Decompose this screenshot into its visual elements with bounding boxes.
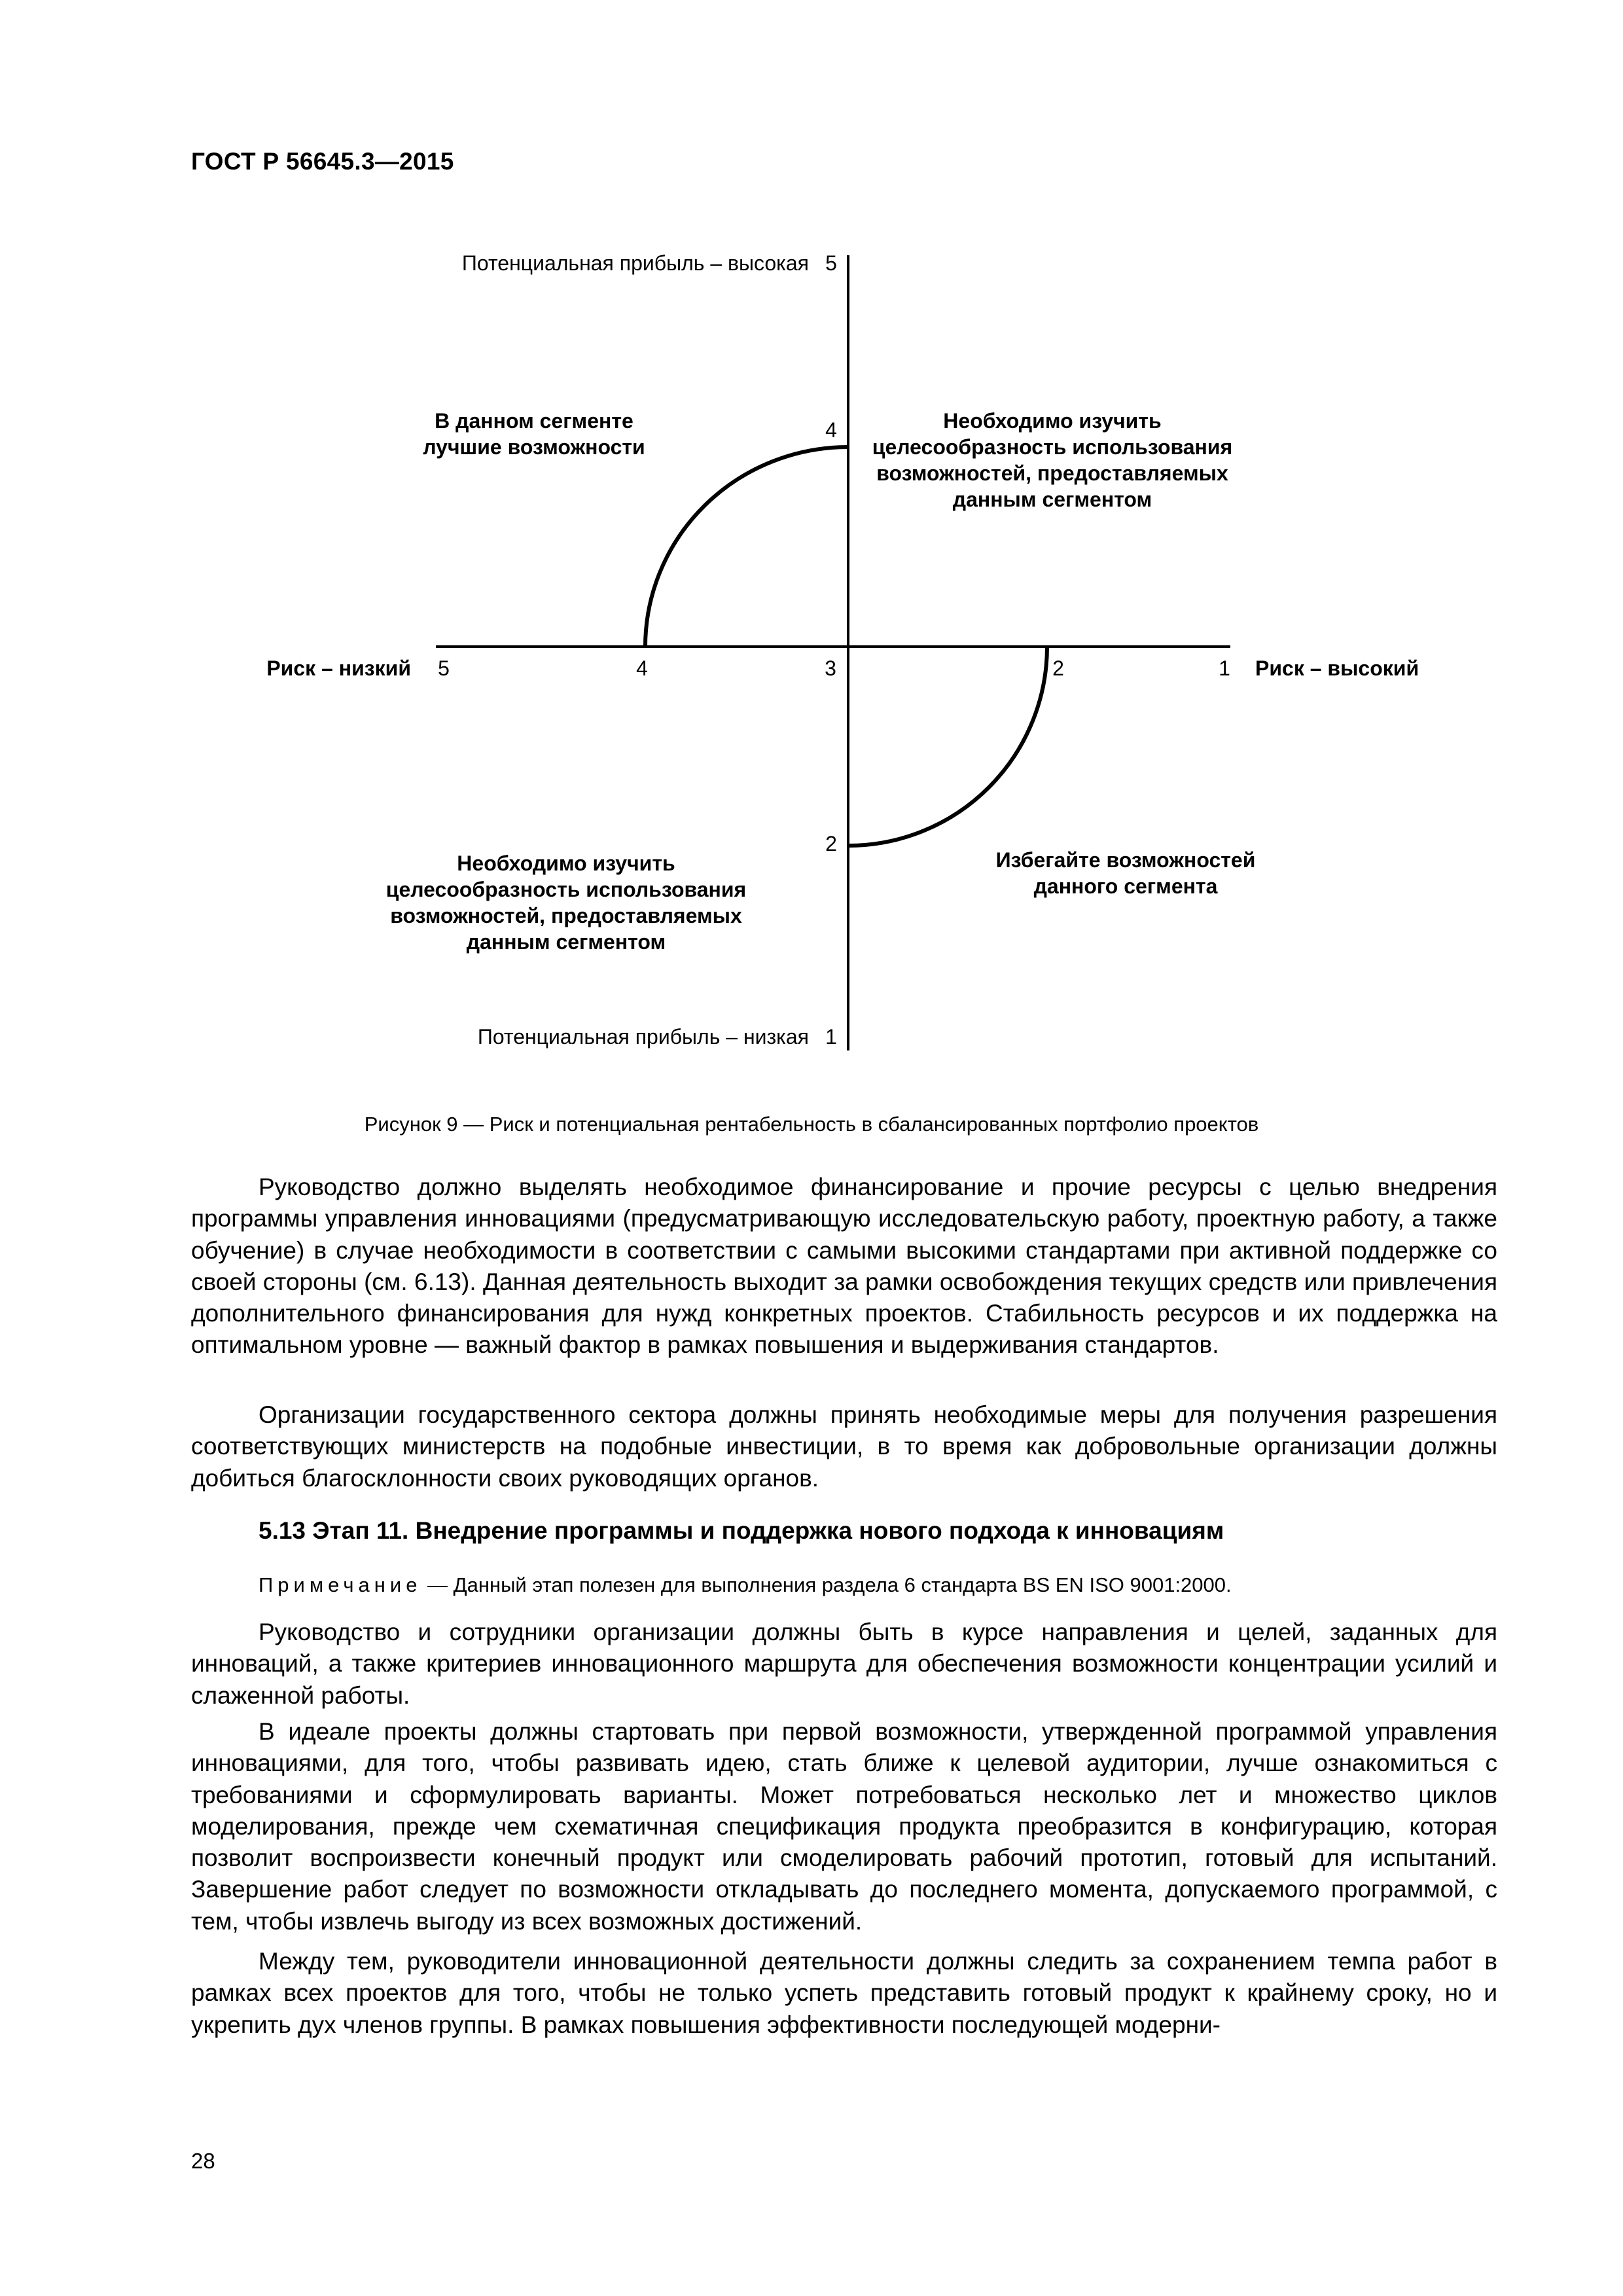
- quadrant-line: целесообразность использования: [385, 878, 747, 901]
- note: [259, 1573, 1232, 1597]
- x-tick-4: 4: [636, 656, 648, 680]
- quadrant-line: Необходимо изучить: [457, 852, 675, 875]
- paragraph-text: Руководство должно выделять необходимое финансирование и прочие ресурсы с целью внедрения программы управления инновациями (предусматривающую исследовательскую работу, проектную работу, а также обучение) в случае необходимости в соответствии с самыми высокими стандартами при активной поддержке со своей стороны (см. 6.13). Данная деятельность выходит за рамки освобождения текущих средств или привлечения дополнительного финансирования для нужд конкретных проектов. Стабильность ресурсов и их поддержка на оптимальном уровне — важный фактор в рамках повышения и выдерживания стандартов.: [191, 1174, 1497, 1359]
- y-axis-top-label: Потенциальная прибыль – высокая: [461, 251, 809, 275]
- risk-profit-diagram: [0, 0, 1623, 1113]
- x-tick-3: 3: [825, 656, 836, 680]
- page-number: 28: [191, 2149, 215, 2173]
- arc-upper-left: [645, 447, 848, 647]
- quadrant-line: лучшие возможности: [423, 435, 645, 459]
- paragraph: [191, 1399, 1497, 1494]
- quadrant-line: возможностей, предоставляемых: [876, 461, 1228, 485]
- quadrant-line: В данном сегменте: [435, 409, 633, 433]
- y-axis-bottom-label: Потенциальная прибыль – низкая: [477, 1025, 809, 1049]
- arc-lower-right: [848, 647, 1047, 846]
- document-header: ГОСТ Р 56645.3—2015: [191, 148, 454, 175]
- x-tick-2: 2: [1052, 656, 1064, 680]
- section-heading: 5.13 Этап 11. Внедрение программы и поддержка нового подхода к инновациям: [259, 1517, 1224, 1544]
- quadrant-top-left-text: [423, 409, 645, 459]
- paragraph-text: В идеале проекты должны стартовать при первой возможности, утвержденной программой управления инновациями, для того, чтобы развивать идею, стать ближе к целевой аудитории, лучше ознакомиться с требованиями и сформулировать варианты. Может потребоваться несколько лет и множество циклов моделирования, прежде чем схематичная спецификация продукта преобразится в конфигурацию, которая позволит воспроизвести конечный продукт или смоделировать рабочий прототип, готовый для испытаний. Завершение работ следует по возможности откладывать до последнего момента, допускаемого программой, с тем, чтобы извлечь выгоду из всех возможных достижений.: [191, 1718, 1497, 1935]
- x-axis-right-label: Риск – высокий: [1255, 656, 1419, 680]
- quadrant-bottom-left-text: [386, 852, 746, 954]
- note-text: — Данный этап полезен для выполнения раздела 6 стандарта BS EN ISO 9001:2000.: [421, 1573, 1232, 1596]
- quadrant-line: данного сегмента: [1033, 874, 1218, 898]
- y-tick-1: 1: [825, 1025, 837, 1049]
- quadrant-line: возможностей, предоставляемых: [390, 904, 742, 927]
- paragraph-text: Организации государственного сектора должны принять необходимые меры для получения разрешения соответствующих министерств на подобные инвестиции, в то время как добровольные организации должны добиться благосклонности своих руководящих органов.: [191, 1401, 1497, 1492]
- y-tick-5: 5: [825, 251, 837, 275]
- y-tick-4: 4: [825, 418, 837, 442]
- quadrant-bottom-right-text: [996, 848, 1256, 898]
- quadrant-top-right-text: [872, 409, 1232, 511]
- paragraph: [191, 1946, 1497, 2041]
- x-tick-1: 1: [1219, 656, 1230, 680]
- note-label: Примечание: [259, 1573, 422, 1596]
- quadrant-line: целесообразность использования: [872, 435, 1233, 459]
- paragraph-text: Между тем, руководители инновационной деятельности должны следить за сохранением темпа работ в рамках всех проектов для того, чтобы не только успеть представить готовый продукт к крайнему сроку, но и укрепить дух членов группы. В рамках повышения эффективности последующей модерни-: [191, 1948, 1497, 2038]
- quadrant-line: данным сегментом: [952, 488, 1152, 511]
- paragraph: [191, 1617, 1497, 1712]
- quadrant-line: Необходимо изучить: [943, 409, 1162, 433]
- y-tick-2: 2: [825, 832, 837, 855]
- paragraph: [191, 1172, 1497, 1361]
- paragraph-text: Руководство и сотрудники организации должны быть в курсе направления и целей, заданных для инноваций, а также критериев инновационного маршрута для обеспечения возможности концентрации усилий и слаженной работы.: [191, 1619, 1497, 1709]
- quadrant-line: данным сегментом: [466, 930, 666, 954]
- x-tick-5: 5: [438, 656, 450, 680]
- x-axis-left-label: Риск – низкий: [266, 656, 411, 680]
- quadrant-line: Избегайте возможностей: [995, 848, 1256, 872]
- paragraph: [191, 1716, 1497, 1937]
- figure-caption: Рисунок 9 — Риск и потенциальная рентабельность в сбалансированных портфолио проектов: [364, 1113, 1259, 1136]
